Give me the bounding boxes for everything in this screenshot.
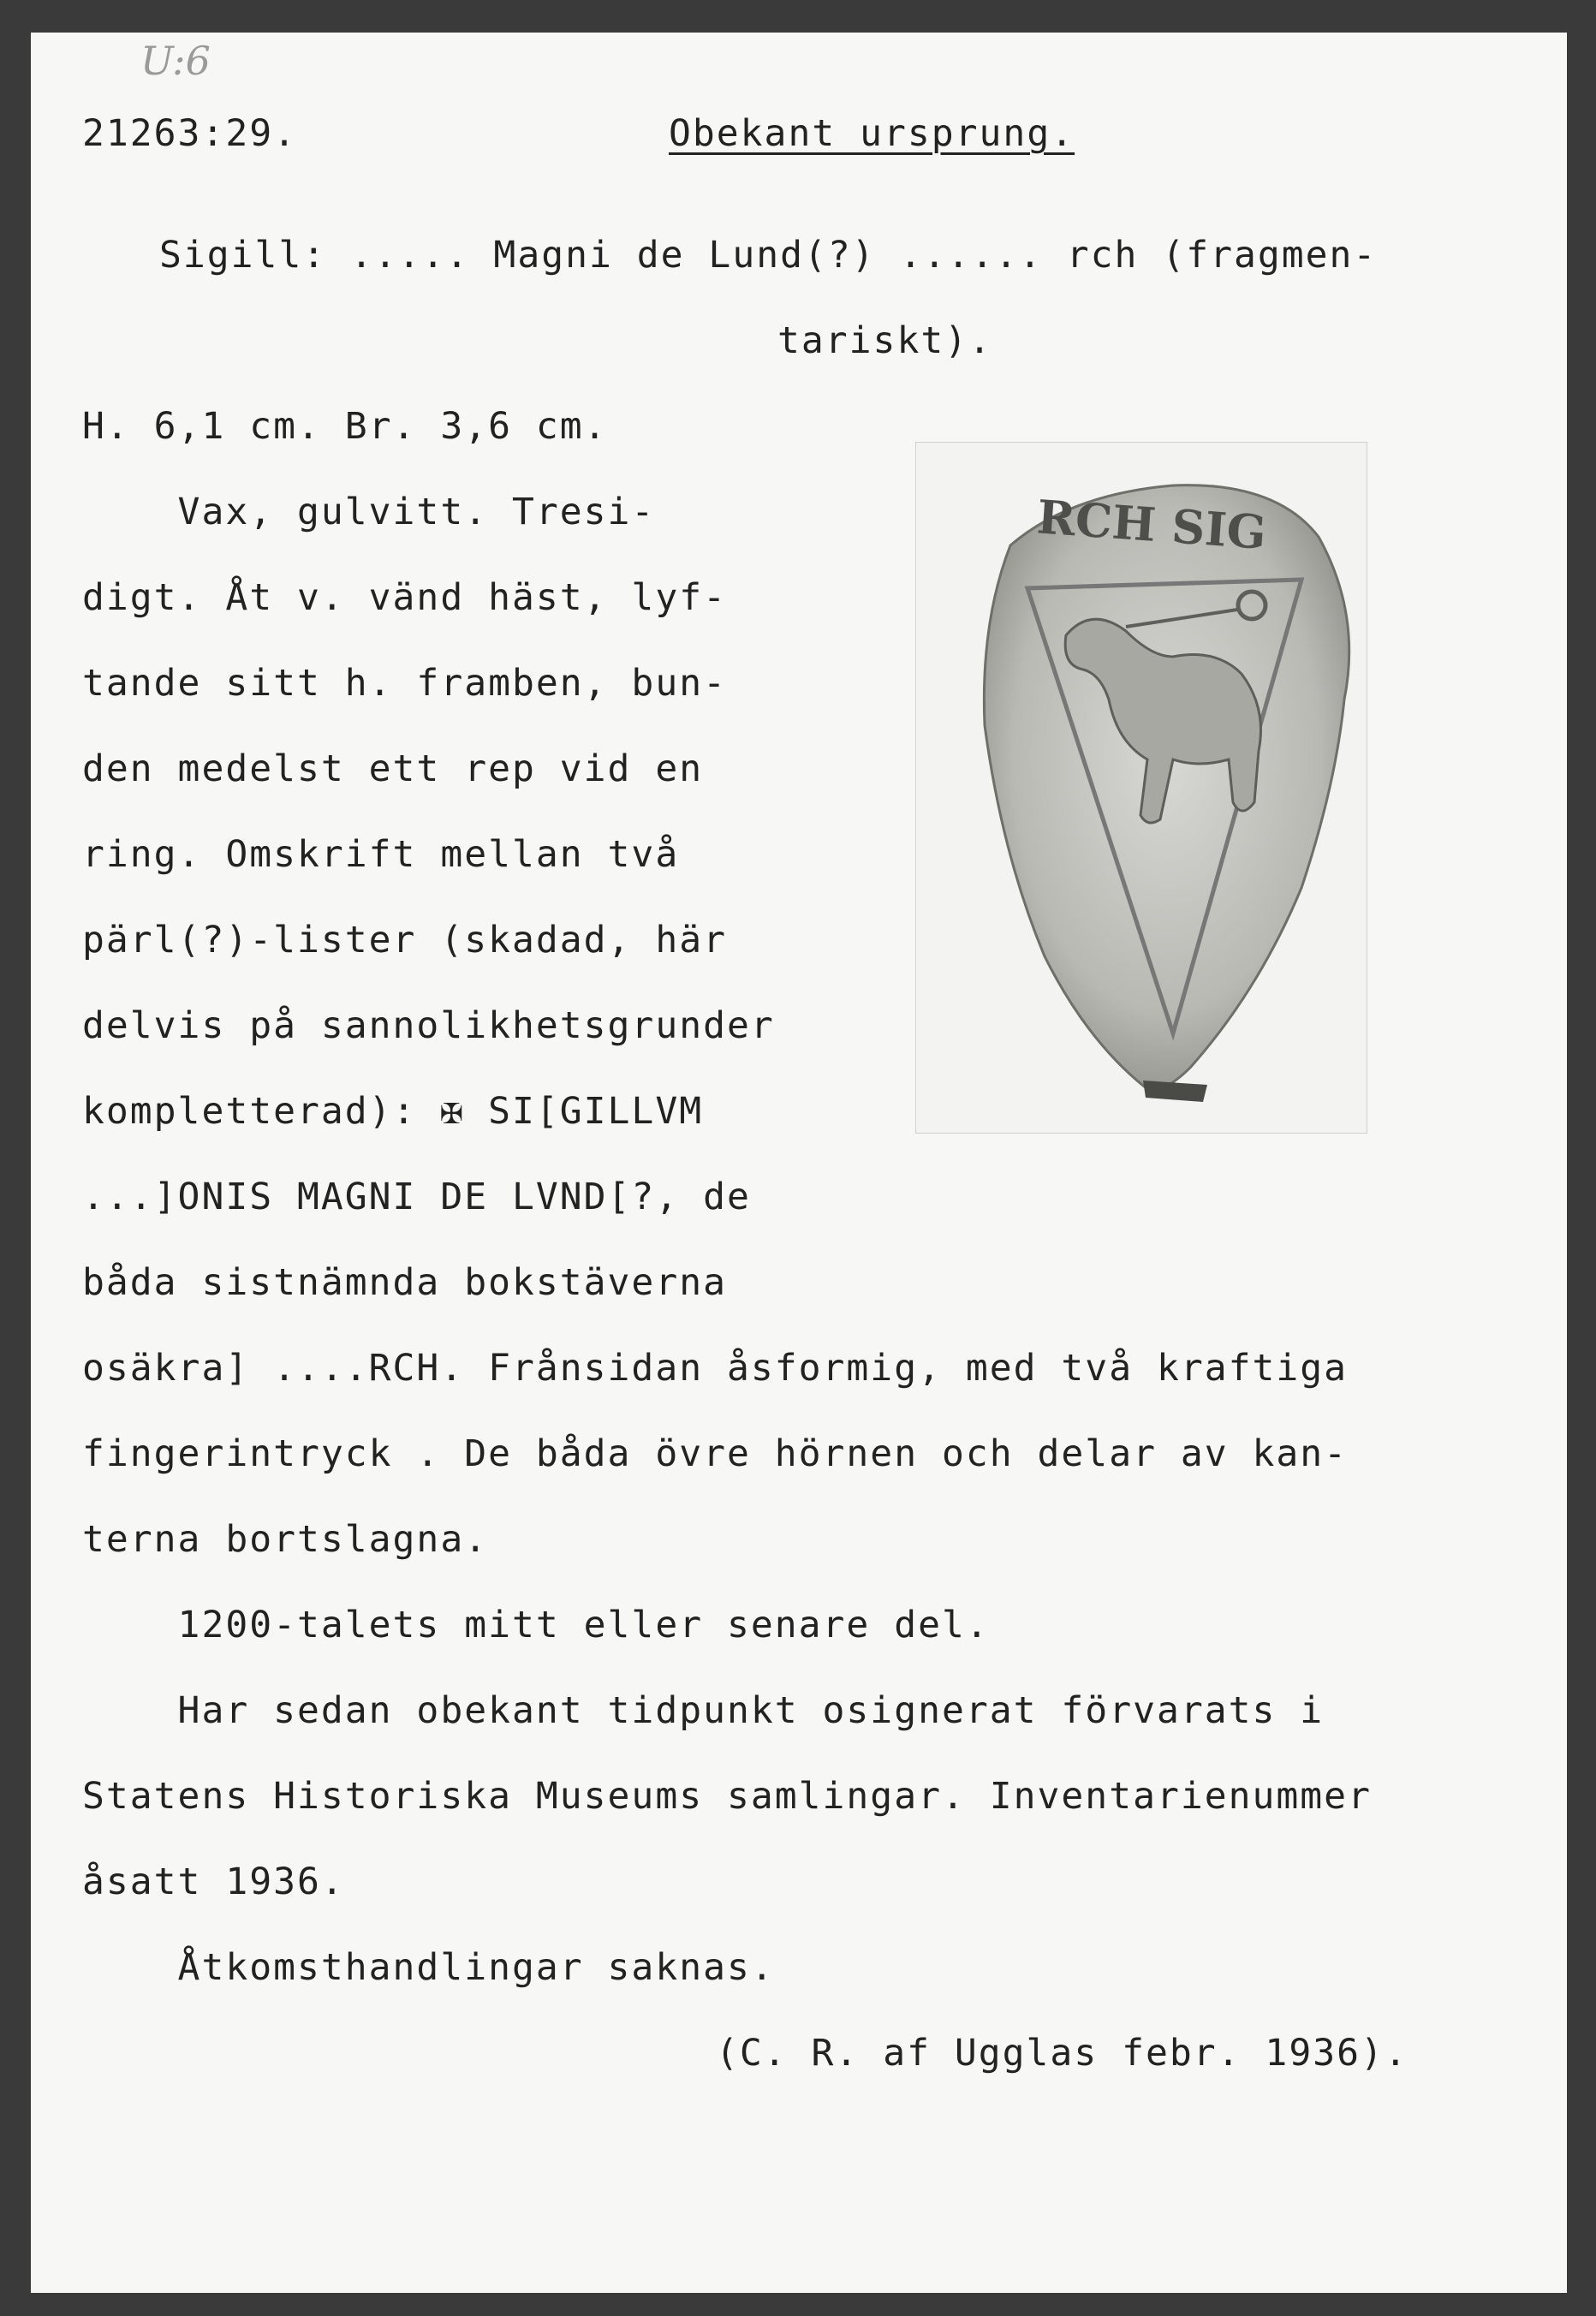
- dimensions: H. 6,1 cm. Br. 3,6 cm.: [82, 405, 608, 448]
- catalog-number: 21263:29.: [82, 112, 297, 155]
- description-line: den medelst ett rep vid en: [82, 747, 704, 790]
- seal-tag-fragment: [1143, 1081, 1207, 1102]
- provenance-line: Har sedan obekant tidpunkt osignerat förvarats i: [82, 1689, 1325, 1732]
- description-line: pärl(?)-lister (skadad, här: [82, 919, 727, 962]
- seal-inscription: RCH SIG: [1035, 489, 1268, 560]
- description-line: fingerintryck . De båda övre hörnen och delar av kan-: [82, 1432, 1349, 1475]
- seal-title-line-2: tariskt).: [777, 319, 992, 362]
- catalog-card: [31, 33, 1567, 2293]
- acquisition-note: Åtkomsthandlingar saknas.: [82, 1946, 775, 1989]
- dating: 1200-talets mitt eller senare del.: [82, 1604, 990, 1646]
- description-line: terna bortslagna.: [82, 1518, 489, 1561]
- description-line: ring. Omskrift mellan två: [82, 833, 680, 876]
- description-line: osäkra] ....RCH. Frånsidan åsformig, med två kraftiga: [82, 1347, 1349, 1390]
- description-line: båda sistnämnda bokstäverna: [82, 1261, 727, 1304]
- handwritten-note: U:6: [140, 38, 211, 84]
- description-line: tande sitt h. framben, bun-: [82, 662, 727, 705]
- seal-image: [916, 443, 1367, 1133]
- origin-heading: Obekant ursprung.: [669, 112, 1075, 155]
- description-line: digt. Åt v. vänd häst, lyf-: [82, 576, 727, 619]
- provenance-line: åsatt 1936.: [82, 1861, 345, 1903]
- description-line: Vax, gulvitt. Tresi-: [82, 491, 656, 533]
- description-line: delvis på sannolikhetsgrunder: [82, 1004, 775, 1047]
- provenance-line: Statens Historiska Museums samlingar. Inventarienummer: [82, 1775, 1372, 1818]
- seal-title-line-1: Sigill: ..... Magni de Lund(?) ...... rch (fragmen-: [159, 234, 1378, 277]
- description-line: ...]ONIS MAGNI DE LVND[?, de: [82, 1176, 751, 1218]
- description-line: kompletterad): ✠ SI[GILLVM: [82, 1090, 704, 1133]
- seal-photograph: [915, 442, 1367, 1134]
- signature: (C. R. af Ugglas febr. 1936).: [716, 2032, 1408, 2075]
